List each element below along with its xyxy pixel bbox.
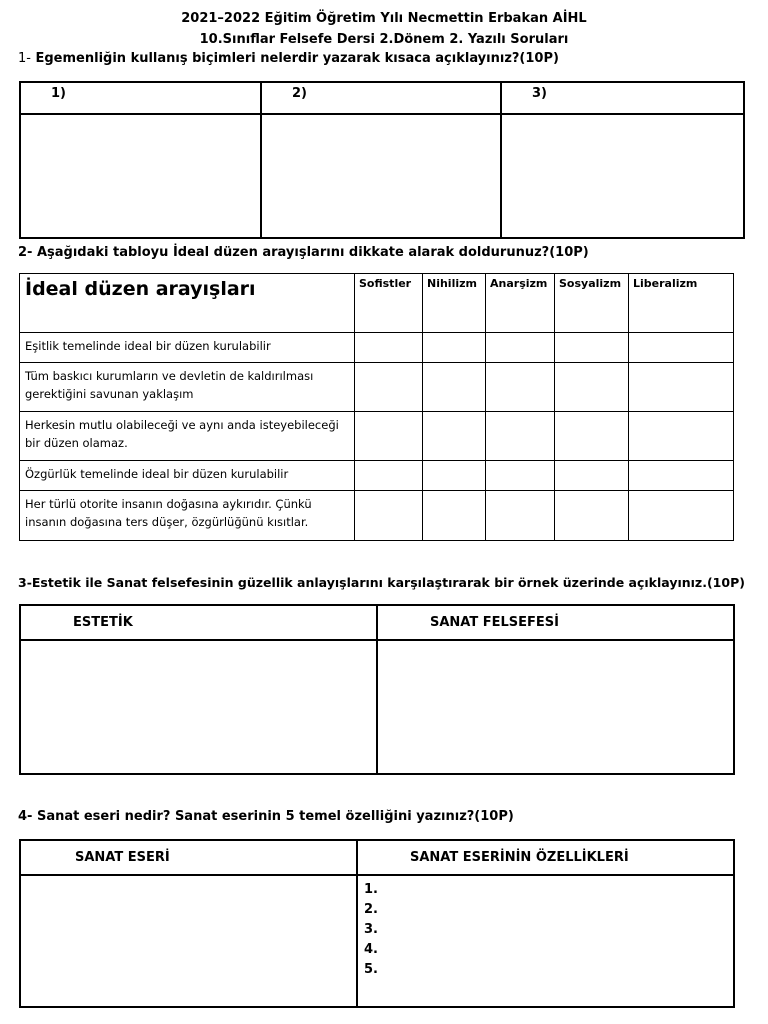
answer-cell[interactable] xyxy=(423,461,486,491)
question-4-table xyxy=(19,839,735,1008)
row-label-3: Herkesin mutlu olabileceği ve aynı anda isteyebileceği bir düzen olamaz. xyxy=(20,412,355,461)
answer-cell[interactable] xyxy=(555,363,629,412)
col-liberalizm: Liberalizm xyxy=(629,274,734,333)
row-label-2: Tüm baskıcı kurumların ve devletin de kaldırılması gerektiğini savunan yaklaşım xyxy=(20,363,355,412)
q1-header-2: 2) xyxy=(261,82,501,114)
question-2: 2- Aşağıdaki tabloyu İdeal düzen arayışlarını dikkate alarak doldurunuz?(10P) xyxy=(18,245,589,260)
answer-cell[interactable] xyxy=(355,333,423,363)
answer-cell[interactable] xyxy=(423,412,486,461)
question-1-text: Egemenliğin kullanış biçimleri nelerdir yazarak kısaca açıklayınız?(10P) xyxy=(30,51,559,66)
col-sofistler: Sofistler xyxy=(355,274,423,333)
ideal-order-table xyxy=(19,273,734,541)
list-item: 5. xyxy=(364,962,378,977)
exam-title-line1: 2021–2022 Eğitim Öğretim Yılı Necmettin Erbakan AİHL xyxy=(181,11,587,26)
answer-cell[interactable] xyxy=(423,491,486,541)
answer-cell[interactable] xyxy=(423,363,486,412)
answer-cell[interactable] xyxy=(555,491,629,541)
q4-answer-sanat-eseri[interactable] xyxy=(20,875,357,1007)
exam-title-line2: 10.Sınıflar Felsefe Dersi 2.Dönem 2. Yazılı Soruları xyxy=(199,32,569,47)
answer-cell[interactable] xyxy=(629,491,734,541)
question-3-table xyxy=(19,604,735,775)
answer-cell[interactable] xyxy=(629,333,734,363)
answer-cell[interactable] xyxy=(423,333,486,363)
q1-header-1: 1) xyxy=(20,82,261,114)
answer-cell[interactable] xyxy=(355,491,423,541)
answer-cell[interactable] xyxy=(629,461,734,491)
row-label-5: Her türlü otorite insanın doğasına aykırıdır. Çünkü insanın doğasına ters düşer, özgürlüğünü kısıtlar. xyxy=(20,491,355,541)
q3-header-sanat-felsefesi: SANAT FELSEFESİ xyxy=(377,605,734,640)
answer-cell[interactable] xyxy=(629,363,734,412)
answer-cell[interactable] xyxy=(486,363,555,412)
q1-answer-2[interactable] xyxy=(261,114,501,238)
q4-header-ozellikler: SANAT ESERİNİN ÖZELLİKLERİ xyxy=(357,840,734,875)
list-item: 1. xyxy=(364,882,378,897)
answer-cell[interactable] xyxy=(486,333,555,363)
q1-answer-3[interactable] xyxy=(501,114,744,238)
col-nihilizm: Nihilizm xyxy=(423,274,486,333)
answer-cell[interactable] xyxy=(486,461,555,491)
question-1-table xyxy=(19,81,745,239)
list-item: 4. xyxy=(364,942,378,957)
answer-cell[interactable] xyxy=(486,412,555,461)
answer-cell[interactable] xyxy=(355,363,423,412)
answer-cell[interactable] xyxy=(486,491,555,541)
q1-answer-1[interactable] xyxy=(20,114,261,238)
question-3: 3-Estetik ile Sanat felsefesinin güzellik anlayışlarını karşılaştırarak bir örnek üzerinde açıklayınız.(10P) xyxy=(18,575,745,590)
q4-header-sanat-eseri: SANAT ESERİ xyxy=(20,840,357,875)
col-sosyalizm: Sosyalizm xyxy=(555,274,629,333)
answer-cell[interactable] xyxy=(555,412,629,461)
answer-cell[interactable] xyxy=(555,461,629,491)
q3-answer-sanat-felsefesi[interactable] xyxy=(377,640,734,774)
row-label-4: Özgürlük temelinde ideal bir düzen kurulabilir xyxy=(20,461,355,491)
list-item: 2. xyxy=(364,902,378,917)
q3-header-estetik: ESTETİK xyxy=(20,605,377,640)
col-anarsizm: Anarşizm xyxy=(486,274,555,333)
q3-answer-estetik[interactable] xyxy=(20,640,377,774)
ideal-order-title: İdeal düzen arayışları xyxy=(20,274,355,333)
answer-cell[interactable] xyxy=(355,412,423,461)
q1-header-3: 3) xyxy=(501,82,744,114)
answer-cell[interactable] xyxy=(629,412,734,461)
question-1 xyxy=(18,51,559,66)
answer-cell[interactable] xyxy=(555,333,629,363)
q4-answer-ozellikler[interactable] xyxy=(357,875,734,1007)
list-item: 3. xyxy=(364,922,378,937)
row-label-1: Eşitlik temelinde ideal bir düzen kurulabilir xyxy=(20,333,355,363)
question-4: 4- Sanat eseri nedir? Sanat eserinin 5 temel özelliğini yazınız?(10P) xyxy=(18,809,514,824)
question-1-number: 1- xyxy=(18,51,31,66)
answer-cell[interactable] xyxy=(355,461,423,491)
